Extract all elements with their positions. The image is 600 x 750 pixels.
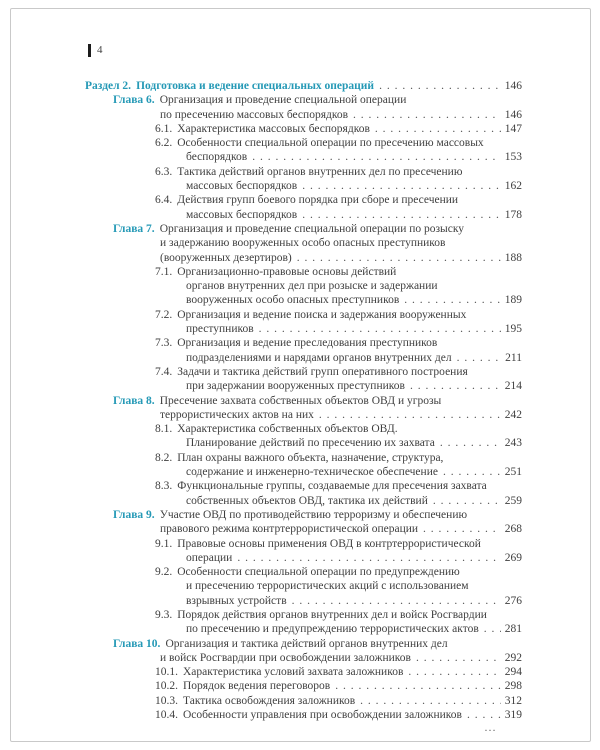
toc-entry-title: Планирование действий по пресечению их захвата	[186, 437, 435, 450]
toc-line	[85, 494, 522, 508]
toc-line	[85, 165, 522, 179]
toc-entry-title: при задержании вооруженных преступников	[186, 380, 405, 393]
toc-entry-title: План охраны важного объекта, назначение, структура,	[177, 451, 444, 464]
toc-entry-page: 189	[504, 294, 522, 307]
toc-entry	[85, 165, 522, 194]
toc-entry-title: органов внутренних дел при розыске и задержании	[186, 280, 438, 293]
toc-entry-label: Раздел 2.	[85, 80, 132, 92]
toc-entry-page: 146	[504, 80, 522, 92]
dot-leader	[433, 494, 501, 508]
toc-entry-title: операции	[186, 551, 233, 564]
page-header	[88, 43, 103, 57]
toc-entry-title: Действия групп боевого порядка при сборе и пресечении	[177, 194, 459, 207]
toc-entry-title: Организация и проведение специальной операции	[159, 94, 407, 107]
toc-entry-label: 7.2.	[155, 308, 173, 321]
toc-line	[85, 451, 522, 465]
toc-entry	[85, 365, 522, 394]
toc-line	[85, 179, 522, 193]
dot-leader	[319, 408, 501, 422]
toc-entry-label: 7.4.	[155, 365, 173, 378]
toc-entry	[85, 451, 522, 480]
table-of-contents	[85, 79, 522, 722]
toc-entry-label: 10.2.	[155, 680, 178, 693]
toc-entry-title: содержание и инженерно-техническое обеспечение	[186, 466, 438, 479]
toc-entry-title: Пресечение захвата собственных объектов ОВД и угрозы	[159, 394, 442, 407]
toc-line	[85, 322, 522, 336]
toc-entry	[85, 308, 522, 337]
toc-entry-title: Характеристика массовых беспорядков	[177, 122, 370, 135]
toc-entry-title: Порядок действия органов внутренних дел и войск Росгвардии	[177, 608, 487, 621]
toc-entry-title: Характеристика собственных объектов ОВД.	[177, 423, 398, 436]
toc-line	[85, 565, 522, 579]
toc-entry	[85, 508, 522, 537]
toc-entry-title: Организация и тактика действий органов внутренних дел	[165, 637, 448, 650]
toc-entry	[85, 336, 522, 365]
toc-entry-title: Характеристика условий захвата заложников	[183, 666, 404, 679]
dot-leader	[302, 179, 501, 193]
toc-line	[85, 336, 522, 350]
toc-entry-page: 146	[504, 108, 522, 121]
dot-leader	[302, 208, 501, 222]
toc-line	[85, 365, 522, 379]
toc-line	[85, 308, 522, 322]
dot-leader	[335, 679, 501, 693]
toc-entry-label: 6.3.	[155, 165, 173, 178]
toc-entry-title: Участие ОВД по противодействию терроризму и обеспечению	[159, 508, 468, 521]
toc-entry-page: 268	[504, 523, 522, 536]
dot-leader	[353, 108, 501, 122]
toc-line	[85, 279, 522, 293]
toc-line	[85, 579, 522, 593]
page-number-tick	[88, 44, 91, 57]
dot-leader	[259, 322, 501, 336]
toc-entry-label: 6.4.	[155, 194, 173, 207]
toc-line	[85, 293, 522, 307]
toc-entry-title: Функциональные группы, создаваемые для пресечения захвата	[177, 480, 487, 493]
toc-entry-label: 9.1.	[155, 537, 173, 550]
toc-entry	[85, 694, 522, 708]
toc-entry	[85, 122, 522, 136]
toc-entry-page: 319	[504, 709, 522, 722]
toc-entry-title: Подготовка и ведение специальных операций	[136, 80, 375, 92]
toc-line	[85, 265, 522, 279]
toc-line	[85, 136, 522, 150]
toc-entry-label: Глава 10.	[113, 637, 161, 650]
toc-entry-title: Особенности управления при освобождении заложников	[183, 709, 462, 722]
toc-entry-title: вооруженных особо опасных преступников	[186, 294, 400, 307]
toc-entry-page: 276	[504, 594, 522, 607]
toc-entry	[85, 222, 522, 265]
toc-entry-title: беспорядков	[186, 151, 248, 164]
toc-line	[85, 694, 522, 708]
toc-entry-label: 6.1.	[155, 122, 173, 135]
dot-leader	[375, 122, 501, 136]
toc-line	[85, 479, 522, 493]
toc-entry-title: по пресечению массовых беспорядков	[160, 108, 349, 121]
toc-line	[85, 436, 522, 450]
toc-entry-page: 214	[504, 380, 522, 393]
toc-entry-label: 8.3.	[155, 480, 173, 493]
toc-entry-title: Задачи и тактика действий групп оперативного построения	[177, 365, 468, 378]
toc-line	[85, 236, 522, 250]
toc-entry	[85, 422, 522, 451]
toc-entry-title: по пресечению и предупреждению террористических актов	[186, 623, 479, 636]
toc-entry-title: Особенности специальной операции по пресечению массовых	[177, 137, 484, 150]
toc-entry	[85, 565, 522, 608]
toc-line	[85, 608, 522, 622]
dot-leader	[360, 694, 501, 708]
toc-line	[85, 622, 522, 636]
toc-entry-label: 8.2.	[155, 451, 173, 464]
dot-leader	[408, 665, 500, 679]
toc-entry-title: Тактика освобождения заложников	[183, 694, 356, 707]
toc-entry-page: 242	[504, 408, 522, 421]
toc-entry-title: Тактика действий органов внутренних дел по пресечению	[177, 165, 463, 178]
toc-line	[85, 193, 522, 207]
page-number: 4	[97, 44, 103, 56]
toc-line	[85, 379, 522, 393]
dot-leader	[416, 651, 501, 665]
toc-entry-title: (вооруженных дезертиров)	[160, 251, 292, 264]
toc-entry	[85, 79, 522, 93]
toc-entry-page: 153	[504, 151, 522, 164]
toc-entry-page: 162	[504, 180, 522, 193]
toc-entry	[85, 708, 522, 722]
toc-entry-label: Глава 7.	[113, 222, 155, 235]
toc-entry	[85, 679, 522, 693]
dot-leader	[292, 594, 501, 608]
dot-leader	[404, 293, 500, 307]
toc-entry-page: 269	[504, 551, 522, 564]
toc-line	[85, 665, 522, 679]
toc-entry-page: 195	[504, 323, 522, 336]
toc-entry	[85, 479, 522, 508]
toc-entry-title: и войск Росгвардии при освобождении заложников	[160, 651, 411, 664]
toc-line	[85, 394, 522, 408]
toc-line	[85, 108, 522, 122]
toc-line	[85, 679, 522, 693]
toc-entry-page: 188	[504, 251, 522, 264]
toc-line	[85, 651, 522, 665]
toc-line	[85, 537, 522, 551]
toc-entry	[85, 136, 522, 165]
toc-entry-label: Глава 6.	[113, 94, 155, 107]
toc-line	[85, 637, 522, 651]
toc-line	[85, 522, 522, 536]
dot-leader	[443, 465, 501, 479]
toc-entry	[85, 394, 522, 423]
toc-entry-title: Организация и проведение специальной операции по розыску	[159, 222, 465, 235]
toc-entry-page: 259	[504, 494, 522, 507]
dot-leader	[423, 522, 501, 536]
toc-entry-label: 10.3.	[155, 694, 178, 707]
dot-leader	[457, 351, 502, 365]
toc-line	[85, 422, 522, 436]
toc-line	[85, 508, 522, 522]
dot-leader	[440, 436, 501, 450]
toc-line	[85, 408, 522, 422]
toc-entry-label: 9.2.	[155, 566, 173, 579]
dot-leader	[237, 551, 500, 565]
toc-entry-page: 178	[504, 208, 522, 221]
toc-entry	[85, 265, 522, 308]
trailing-ellipsis: …	[484, 720, 498, 734]
toc-line	[85, 594, 522, 608]
toc-entry-label: 7.3.	[155, 337, 173, 350]
toc-entry-page: 298	[504, 680, 522, 693]
toc-entry	[85, 637, 522, 666]
toc-entry-label: Глава 9.	[113, 508, 155, 521]
toc-entry-title: Организация и ведение поиска и задержания вооруженных	[177, 308, 467, 321]
toc-entry-title: Правовые основы применения ОВД в контртеррористической	[177, 537, 481, 550]
dot-leader	[484, 622, 501, 636]
toc-entry-page: 312	[504, 694, 522, 707]
toc-entry	[85, 93, 522, 122]
toc-entry-title: Порядок ведения переговоров	[183, 680, 331, 693]
toc-entry-title: правового режима контртеррористической операции	[160, 523, 419, 536]
toc-line	[85, 708, 522, 722]
toc-entry-label: 7.1.	[155, 265, 173, 278]
toc-entry-page: 251	[504, 466, 522, 479]
toc-entry-title: Организация и ведение преследования преступников	[177, 337, 438, 350]
toc-entry-label: 10.1.	[155, 666, 178, 679]
toc-line	[85, 93, 522, 107]
toc-entry-page: 211	[505, 351, 522, 364]
toc-entry-title: взрывных устройств	[186, 594, 287, 607]
toc-entry-title: массовых беспорядков	[186, 180, 298, 193]
toc-entry-page: 147	[504, 122, 522, 135]
toc-line	[85, 351, 522, 365]
toc-entry-title: террористических актов на них	[160, 408, 314, 421]
toc-line	[85, 551, 522, 565]
toc-entry-label: 6.2.	[155, 137, 173, 150]
dot-leader	[252, 150, 501, 164]
toc-entry	[85, 608, 522, 637]
toc-entry-title: подразделениями и нарядами органов внутренних дел	[186, 351, 452, 364]
toc-entry-label: Глава 8.	[113, 394, 155, 407]
toc-entry-label: 10.4.	[155, 709, 178, 722]
toc-entry-page: 292	[504, 651, 522, 664]
toc-entry	[85, 665, 522, 679]
toc-entry-page: 294	[504, 666, 522, 679]
toc-entry-title: Особенности специальной операции по предупреждению	[177, 566, 460, 579]
toc-entry-title: массовых беспорядков	[186, 208, 298, 221]
dot-leader	[379, 79, 501, 93]
toc-entry-title: и задержанию вооруженных особо опасных преступников	[160, 237, 446, 250]
toc-entry-label: 8.1.	[155, 423, 173, 436]
toc-entry-title: собственных объектов ОВД, тактика их действий	[186, 494, 428, 507]
dot-leader	[297, 251, 501, 265]
toc-entry-title: Организационно-правовые основы действий	[177, 265, 397, 278]
toc-line	[85, 222, 522, 236]
toc-entry-title: преступников	[186, 323, 254, 336]
toc-line	[85, 79, 522, 93]
toc-line	[85, 122, 522, 136]
toc-line	[85, 251, 522, 265]
toc-entry	[85, 537, 522, 566]
dot-leader	[410, 379, 501, 393]
toc-line	[85, 150, 522, 164]
toc-entry-title: и пресечению террористических акций с использованием	[186, 580, 469, 593]
toc-entry-label: 9.3.	[155, 608, 173, 621]
toc-line	[85, 208, 522, 222]
toc-entry-page: 243	[504, 437, 522, 450]
toc-line	[85, 465, 522, 479]
toc-entry	[85, 193, 522, 222]
toc-entry-page: 281	[504, 623, 522, 636]
